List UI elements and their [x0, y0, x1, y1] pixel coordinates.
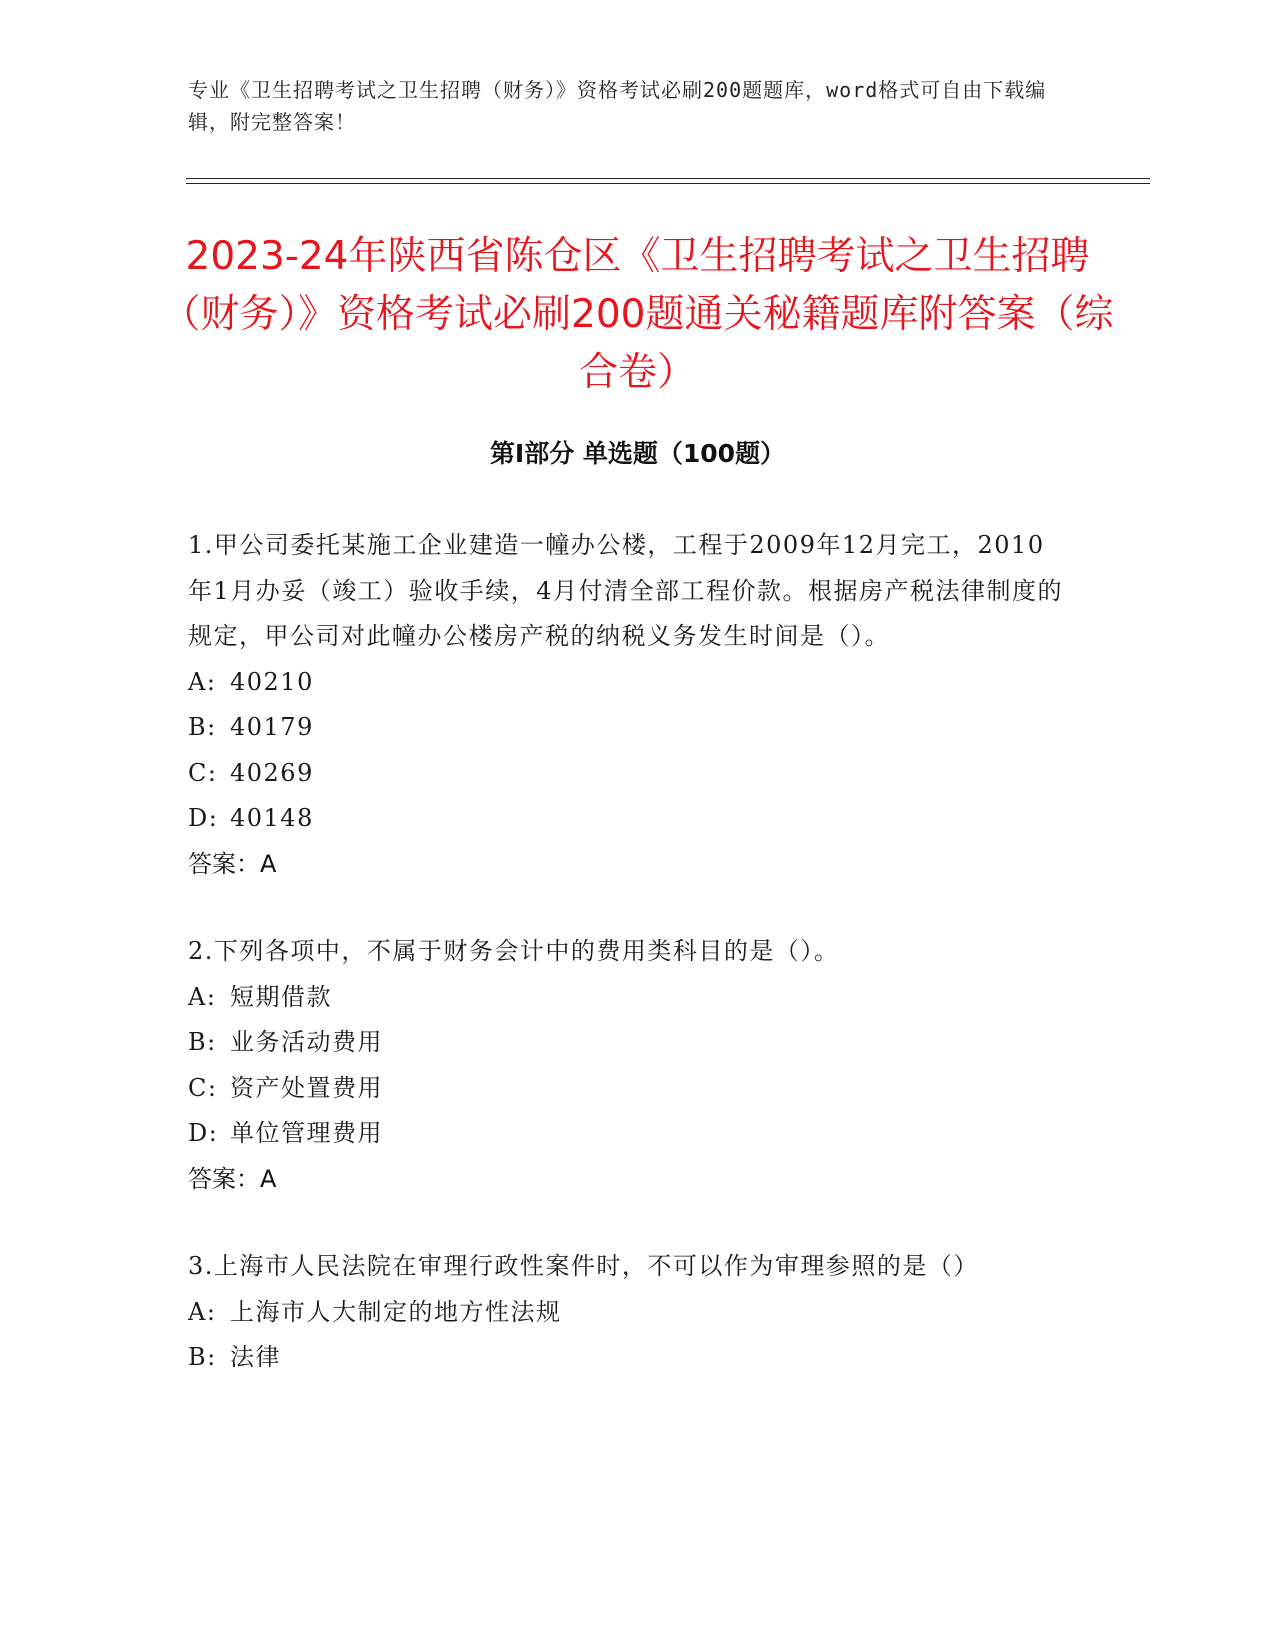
- option-letter: B:: [188, 1028, 217, 1056]
- option-a: [188, 660, 1068, 706]
- option-text: 法律: [230, 1343, 281, 1371]
- option-letter: A:: [188, 982, 217, 1011]
- option-text: 40148: [230, 804, 314, 832]
- option-d: [188, 1111, 1068, 1157]
- option-b: [188, 1335, 1068, 1381]
- header-divider-top: [186, 178, 1150, 179]
- option-letter: B:: [188, 713, 217, 741]
- option-b: [188, 1020, 1068, 1066]
- answer: 答案：A: [188, 849, 277, 878]
- question-2: [188, 929, 1068, 1202]
- option-text: 40210: [230, 667, 314, 696]
- option-text: 业务活动费用: [230, 1028, 383, 1056]
- question-stem: 1.甲公司委托某施工企业建造一幢办公楼，工程于2009年12月完工，2010年1月办妥（竣工）验收手续，4月付清全部工程价款。根据房产税法律制度的规定，甲公司对此幢办公楼房产税的纳税义务发生时间是（）。: [188, 531, 1064, 650]
- header-note: 专业《卫生招聘考试之卫生招聘（财务）》资格考试必刷200题题库，word格式可自由下载编辑，附完整答案！: [188, 78, 1047, 134]
- option-text: 40269: [230, 758, 314, 787]
- question-list: [188, 523, 1068, 1423]
- option-d: [188, 796, 1068, 842]
- option-letter: D:: [188, 804, 219, 832]
- question-stem: 3.上海市人民法院在审理行政性案件时，不可以作为审理参照的是（）: [188, 1252, 979, 1280]
- option-text: 单位管理费用: [230, 1119, 383, 1147]
- option-c: [188, 1066, 1068, 1112]
- header-divider-bottom: [186, 183, 1150, 184]
- option-c: [188, 751, 1068, 797]
- answer: 答案：A: [188, 1164, 277, 1193]
- option-a: [188, 1290, 1068, 1336]
- option-a: [188, 975, 1068, 1021]
- question-3: [188, 1244, 1068, 1381]
- section-title: 第Ⅰ部分 单选题（100题）: [489, 439, 786, 468]
- option-letter: A:: [188, 667, 217, 696]
- option-letter: A:: [188, 1297, 217, 1326]
- option-letter: C:: [188, 758, 218, 787]
- option-text: 上海市人大制定的地方性法规: [230, 1297, 562, 1326]
- option-text: 40179: [230, 713, 314, 741]
- option-text: 资产处置费用: [230, 1073, 383, 1102]
- option-b: [188, 705, 1068, 751]
- document-title: 2023-24年陕西省陈仓区《卫生招聘考试之卫生招聘（财务）》资格考试必刷200题通关秘籍题库附答案（综合卷）: [161, 234, 1114, 395]
- option-letter: B:: [188, 1343, 217, 1371]
- option-letter: C:: [188, 1073, 218, 1102]
- option-text: 短期借款: [230, 982, 332, 1011]
- question-1: [188, 523, 1068, 887]
- option-letter: D:: [188, 1119, 219, 1147]
- question-stem: 2.下列各项中，不属于财务会计中的费用类科目的是（）。: [188, 937, 840, 965]
